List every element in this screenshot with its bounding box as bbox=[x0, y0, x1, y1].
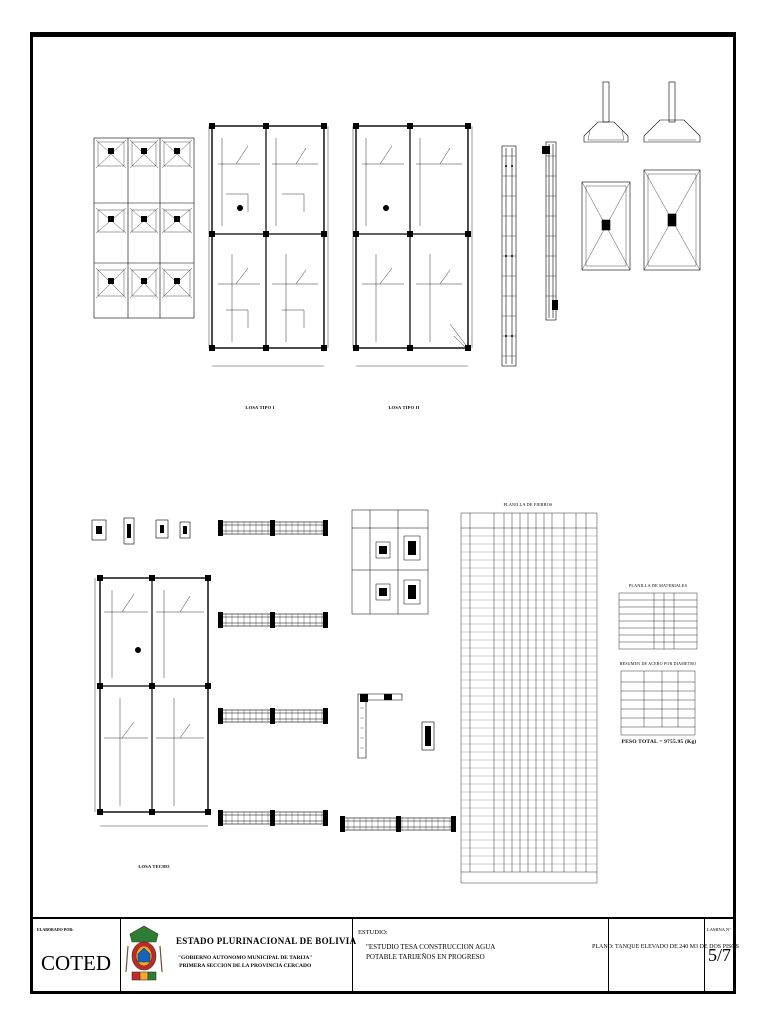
roof-slab-caption: LOSA TECHO bbox=[138, 863, 170, 869]
beam-elevations bbox=[216, 510, 330, 850]
elaborated-by-label: ELABORADO POR: bbox=[37, 927, 74, 932]
section-e-e bbox=[418, 712, 442, 760]
column-schedule bbox=[350, 508, 430, 616]
sheet-number: 5/7 bbox=[708, 945, 732, 965]
foundation-axes-plan bbox=[88, 128, 200, 328]
sheet-label: LAMINA N° bbox=[707, 927, 731, 932]
roof-beam-elevation bbox=[338, 808, 458, 842]
rebar-schedule-title: PLANILLA DE FIERROS bbox=[503, 502, 553, 507]
steel-summary-title: RESUMEN DE ACERO POR DIAMETRO bbox=[619, 661, 697, 666]
study-label: ESTUDIO: bbox=[358, 929, 388, 936]
column-sections bbox=[86, 512, 196, 568]
roof-slab-plan bbox=[92, 568, 214, 832]
rebar-schedule-table bbox=[460, 512, 598, 884]
slab-type-1-plan bbox=[206, 104, 334, 376]
total-weight: PESO TOTAL = 9755.95 (Kg) bbox=[621, 739, 697, 745]
access-wall-section bbox=[538, 136, 566, 328]
materials-title: PLANILLA DE MATERIALES bbox=[628, 583, 688, 588]
title-block-plan-cell bbox=[609, 919, 705, 993]
company-name: COTED bbox=[41, 951, 111, 975]
access-wall-plan bbox=[354, 688, 408, 764]
plan-title: PLANO: TANQUE ELEVADO DE 240 M3 DE DOS PISOS bbox=[592, 944, 739, 950]
footing-type-2 bbox=[640, 78, 704, 292]
slab-type-2-plan bbox=[350, 104, 478, 376]
steel-summary-table bbox=[620, 670, 696, 736]
slab-type-2-caption: LOSA TIPO II bbox=[388, 404, 420, 410]
project-name: "ESTUDIO TESA CONSTRUCCION AGUA POTABLE TARIJEÑOS EN PROGRESO bbox=[366, 943, 496, 961]
footing-type-1 bbox=[576, 78, 636, 292]
materials-table bbox=[618, 592, 698, 650]
municipal-government: "GOBIERNO AUTONOMO MUNICIPAL DE TARIJA" PRIMERA SECCION DE LA PROVINCIA CERCADO bbox=[178, 955, 313, 969]
tank-wall-section bbox=[496, 136, 526, 372]
state-name: ESTADO PLURINACIONAL DE BOLIVIA bbox=[176, 936, 357, 946]
slab-type-1-caption: LOSA TIPO I bbox=[245, 404, 275, 410]
title-block-company-cell bbox=[33, 919, 121, 993]
coat-of-arms-icon bbox=[124, 924, 164, 984]
